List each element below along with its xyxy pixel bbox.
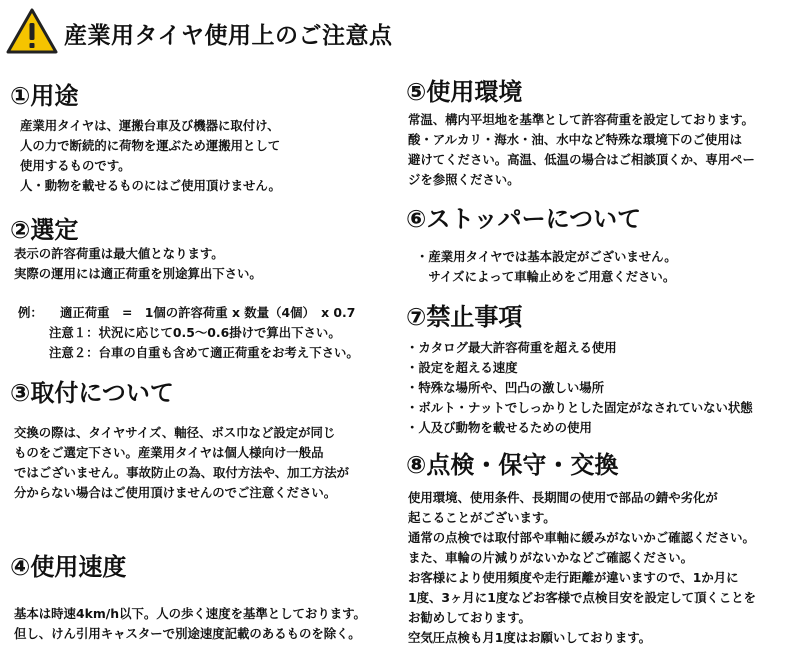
- text-line: また、車輪の片減りがないかなどご確認ください。: [408, 550, 693, 565]
- text-line: 但し、けん引用キャスターで別途速度記載のあるものを除く。: [14, 626, 361, 641]
- text-line: サイズによって車輪止めをご用意ください。: [416, 269, 676, 284]
- text-line: ジを参照ください。: [408, 172, 520, 187]
- section-body: [406, 247, 677, 287]
- text-line: 使用するものです。: [20, 158, 131, 173]
- text-line: ・産業用タイヤでは基本設定がございません。: [416, 249, 677, 264]
- text-line: 1度、3ヶ月に1度などお客様で点検目安を設定して頂くことを: [408, 590, 757, 605]
- section-speed: [10, 552, 366, 644]
- section-title: ④使用速度: [10, 553, 127, 581]
- warning-icon: [6, 8, 58, 54]
- section-title: ③取付について: [10, 379, 174, 407]
- text-line: 空気圧点検も月1度はお願いしております。: [408, 630, 652, 645]
- section-selection: [10, 215, 359, 363]
- section-usage: [10, 81, 281, 196]
- page-title: 産業用タイヤ使用上のご注意点: [64, 23, 393, 49]
- list-item: ・人及び動物を載せるための使用: [406, 420, 592, 435]
- text-line: 起こることがございます。: [408, 510, 556, 525]
- section-maintenance: [406, 450, 756, 648]
- text-line: 人の力で断続的に荷物を運ぶため運搬用として: [20, 138, 281, 153]
- text-line: 基本は時速4km/h以下。人の歩く速度を基準としております。: [14, 606, 366, 621]
- section-body: [10, 244, 359, 363]
- text-line: 使用環境、使用条件、長期間の使用で部品の錆や劣化が: [408, 490, 718, 505]
- list-item: ・ボルト・ナットでしっかりとした固定がなされていない状態: [406, 400, 753, 415]
- text-line: お客様により使用頻度や走行距離が違いますので、1か月に: [408, 570, 739, 585]
- section-title: ⑤使用環境: [406, 78, 523, 106]
- text-line: 表示の許容荷重は最大値となります。: [14, 246, 224, 261]
- section-body: [406, 488, 756, 648]
- list-item: ・カタログ最大許容荷重を超える使用: [406, 340, 617, 355]
- text-line: お勧めしております。: [408, 610, 531, 625]
- text-line: 人・動物を載せるものにはご使用頂けません。: [20, 178, 281, 193]
- section-body: [10, 116, 281, 196]
- section-body: [10, 423, 349, 503]
- example-line: [14, 303, 359, 323]
- section-mounting: [10, 378, 349, 503]
- text-line: 実際の運用には適正荷重を別途算出下さい。: [14, 266, 262, 281]
- text-line: 分からない場合はご使用頂けませんのでご注意ください。: [14, 485, 337, 500]
- section-stopper: [406, 204, 677, 287]
- section-title: ⑥ストッパーについて: [406, 205, 642, 233]
- note-line: 注意１：状況に応じて0.5～0.6掛けで算出下さい。: [49, 325, 341, 340]
- text-line: ものをご選定下さい。産業用タイヤは個人様向け一般品: [14, 445, 324, 460]
- list-item: ・設定を超える速度: [406, 360, 518, 375]
- example-label: 例：: [18, 305, 43, 320]
- section-environment: [406, 77, 755, 190]
- text-line: ではございません。事故防止の為、取付方法や、加工方法が: [14, 465, 350, 480]
- section-title: ⑧点検・保守・交換: [406, 451, 619, 479]
- text-line: 避けてください。高温、低温の場合はご相談頂くか、専用ペー: [408, 152, 755, 167]
- page-header: [6, 8, 566, 58]
- text-line: 通常の点検では取付部や車軸に緩みがないかご確認ください。: [408, 530, 755, 545]
- section-title: ②選定: [10, 216, 79, 244]
- example-formula: 適正荷重 = 1個の許容荷重 x 数量（4個） x 0.7: [60, 305, 356, 320]
- section-prohibited: [406, 302, 753, 438]
- list-item: ・特殊な場所や、凹凸の激しい場所: [406, 380, 605, 395]
- text-line: 常温、構内平坦地を基準として許容荷重を設定しております。: [408, 112, 754, 127]
- section-title: ①用途: [10, 82, 79, 110]
- text-line: 交換の際は、タイヤサイズ、軸径、ボス巾など設定が同じ: [14, 425, 336, 440]
- section-body: [406, 110, 755, 190]
- text-line: 酸・アルカリ・海水・油、水中など特殊な環境下のご使用は: [408, 132, 743, 147]
- section-body: [406, 338, 753, 438]
- section-body: [10, 604, 366, 644]
- note-line: 注意２：台車の自重も含めて適正荷重をお考え下さい。: [49, 345, 359, 360]
- section-title: ⑦禁止事項: [406, 303, 523, 331]
- text-line: 産業用タイヤは、運搬台車及び機器に取付け、: [20, 118, 280, 133]
